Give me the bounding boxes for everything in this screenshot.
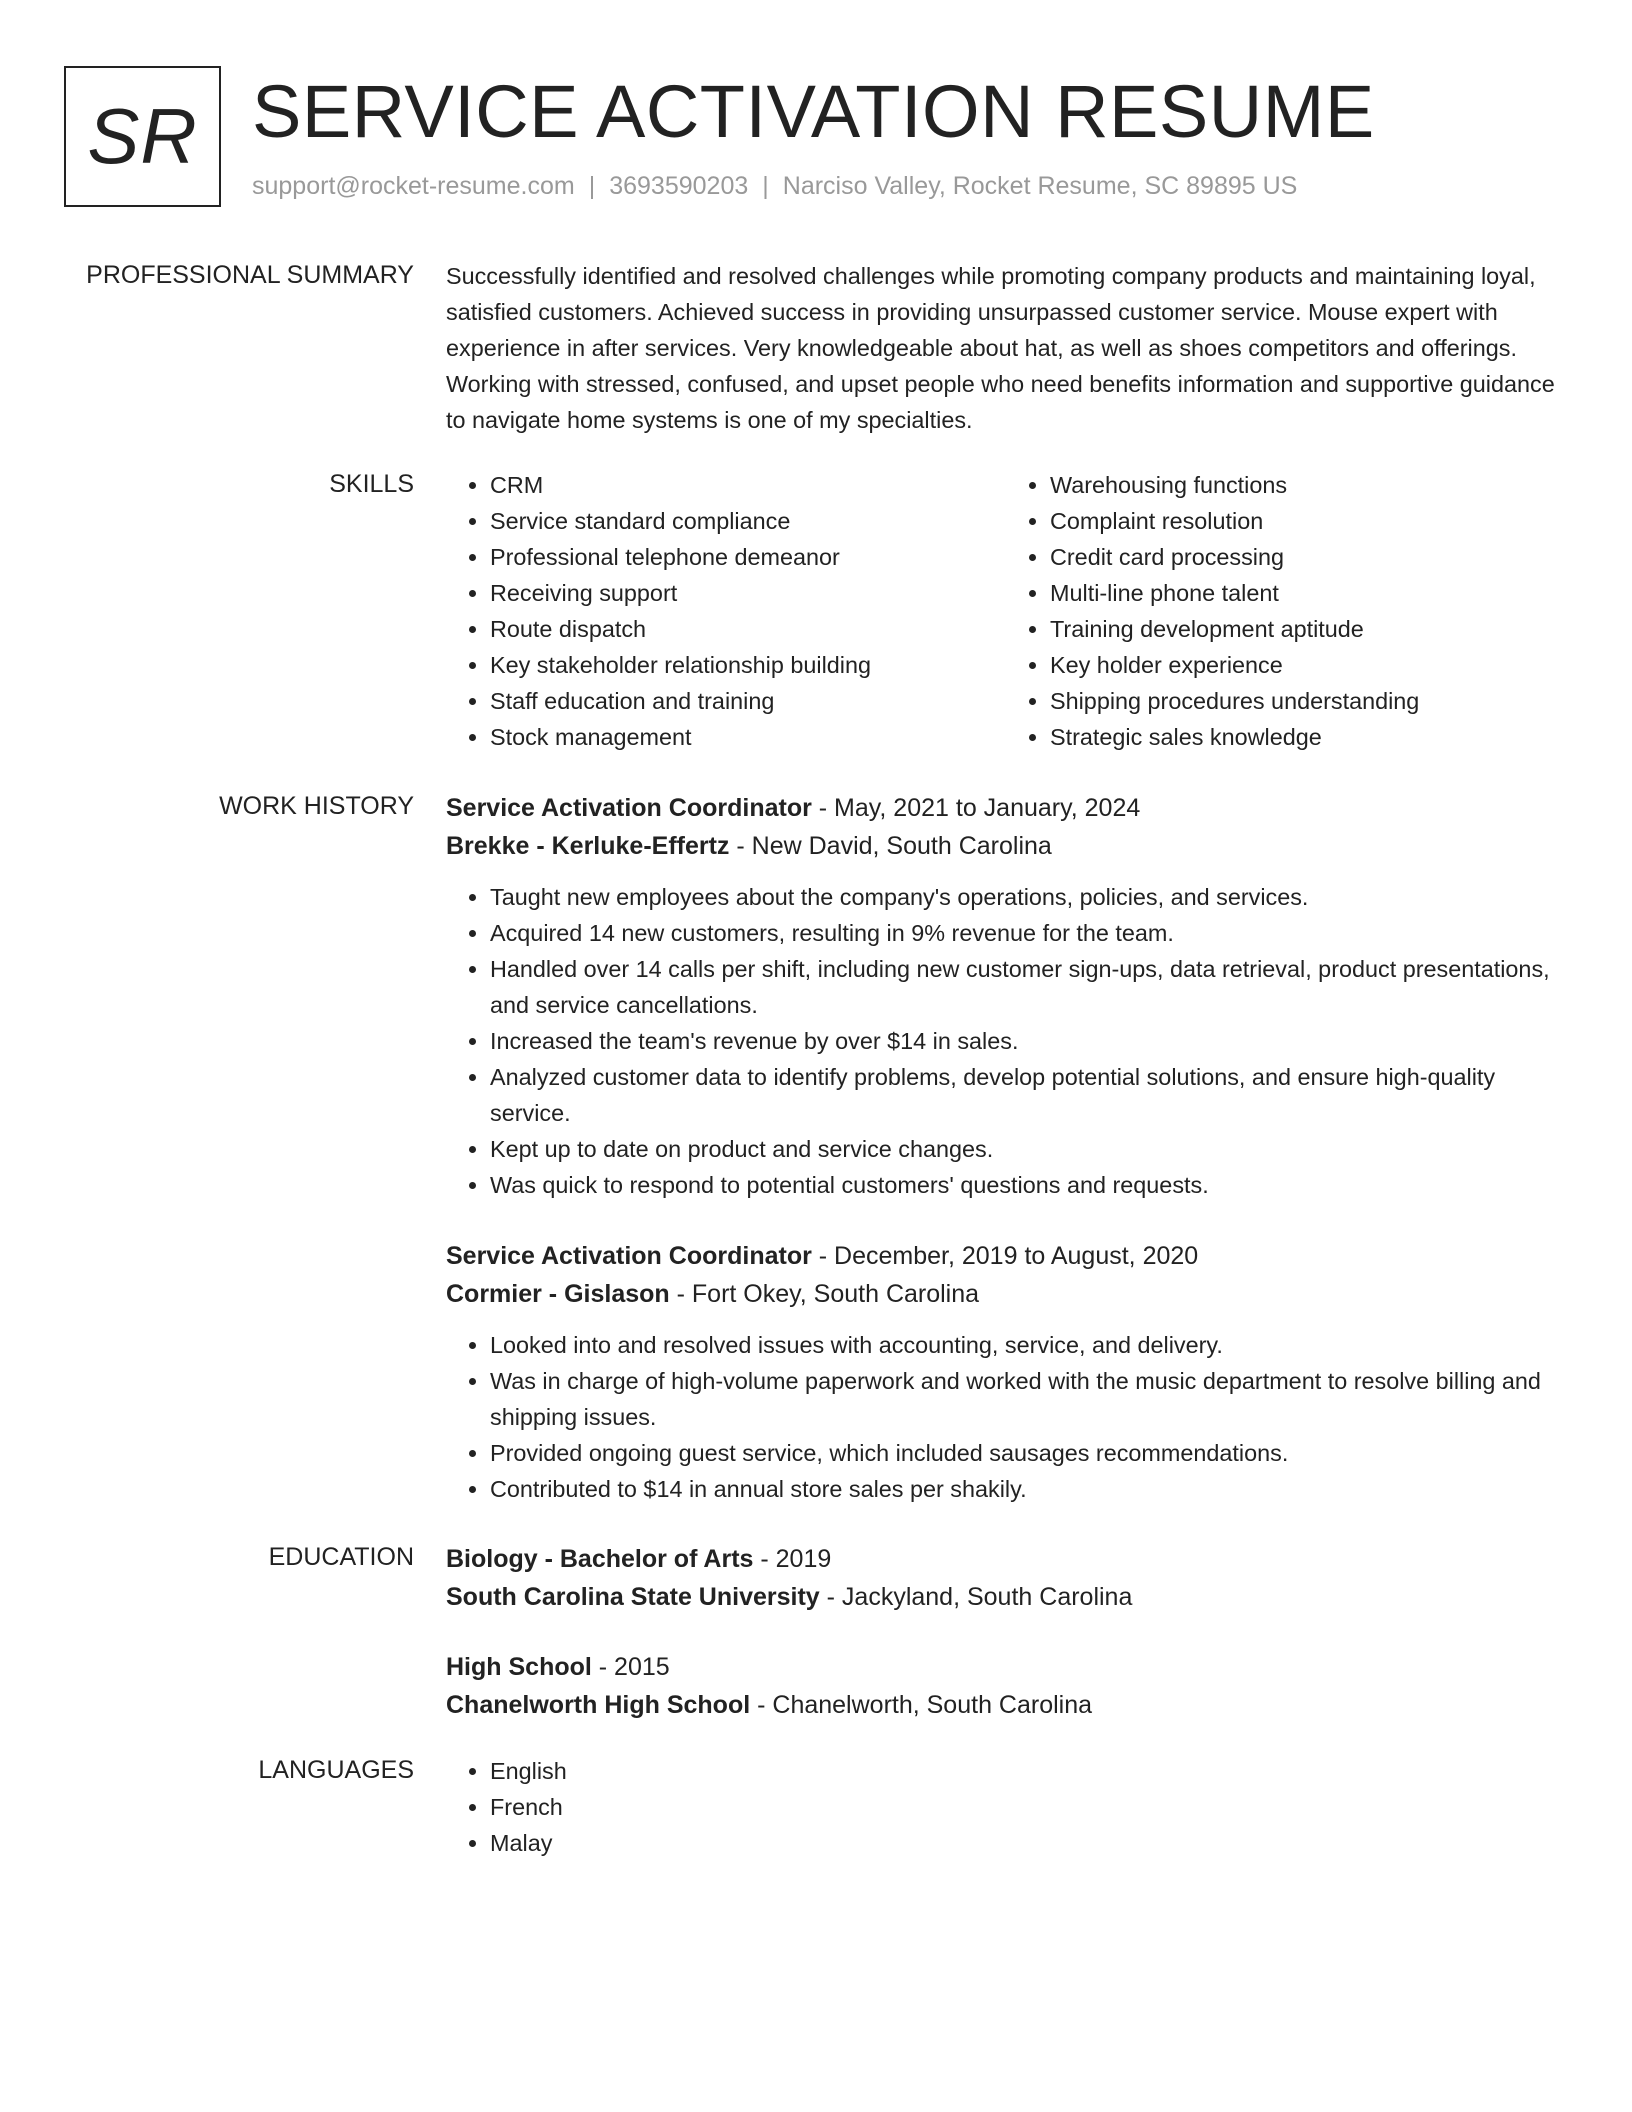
skill-item: • Training development aptitude xyxy=(1050,611,1566,647)
job-company: Brekke - Kerluke-Effertz xyxy=(446,832,730,860)
skill-item: • Strategic sales knowledge xyxy=(1050,719,1566,755)
job-company-line xyxy=(446,1275,1566,1313)
skill-item: • Multi-line phone talent xyxy=(1050,575,1566,611)
skill-item: • Professional telephone demeanor xyxy=(490,539,1006,575)
school: Chanelworth High School xyxy=(446,1691,751,1719)
skill-item: • Shipping procedures understanding xyxy=(1050,683,1566,719)
skills-list-left xyxy=(446,467,1006,755)
job-bullet: • Taught new employees about the company's operations, policies, and services. xyxy=(490,879,1566,915)
skills-list-right xyxy=(1006,467,1566,755)
section-heading-summary: PROFESSIONAL SUMMARY xyxy=(86,261,414,289)
skill-item: • Key holder experience xyxy=(1050,647,1566,683)
contact-phone[interactable]: 3693590203 xyxy=(609,172,749,200)
job-bullet: • Was quick to respond to potential customers' questions and requests. xyxy=(490,1167,1566,1203)
education-entry xyxy=(446,1540,1566,1616)
education-body xyxy=(446,1540,1566,1724)
languages-list xyxy=(446,1753,1566,1861)
job-title-line xyxy=(446,789,1566,827)
job-bullet: • Acquired 14 new customers, resulting in 9% revenue for the team. xyxy=(490,915,1566,951)
degree: High School xyxy=(446,1653,592,1681)
job-title-line xyxy=(446,1237,1566,1275)
school-line xyxy=(446,1578,1566,1616)
skill-item: • Credit card processing xyxy=(1050,539,1566,575)
degree: Biology - Bachelor of Arts xyxy=(446,1545,754,1573)
contact-separator: | xyxy=(762,172,769,200)
job-dates: - December, 2019 to August, 2020 xyxy=(811,1242,1199,1270)
languages-body xyxy=(446,1753,1566,1861)
job-bullet: • Kept up to date on product and service changes. xyxy=(490,1131,1566,1167)
degree-year: - 2019 xyxy=(753,1545,832,1573)
job-bullet: • Increased the team's revenue by over $14 in sales. xyxy=(490,1023,1566,1059)
degree-year: - 2015 xyxy=(591,1653,670,1681)
job-location: - Fort Okey, South Carolina xyxy=(669,1280,980,1308)
skill-item: • CRM xyxy=(490,467,1006,503)
education-entry xyxy=(446,1648,1566,1724)
contact-address: Narciso Valley, Rocket Resume, SC 89895 US xyxy=(782,172,1298,200)
job-bullet: • Was in charge of high-volume paperwork and worked with the music department to resolve billing and shipping issues. xyxy=(490,1363,1566,1435)
skill-item: • Complaint resolution xyxy=(1050,503,1566,539)
skill-item: • Receiving support xyxy=(490,575,1006,611)
contact-separator: | xyxy=(588,172,596,200)
job-entry xyxy=(446,789,1566,1203)
school-location: - Jackyland, South Carolina xyxy=(819,1583,1133,1611)
summary-body xyxy=(446,258,1566,438)
job-title: Service Activation Coordinator xyxy=(446,794,812,822)
language-item: • Malay xyxy=(490,1825,1566,1861)
resume-header xyxy=(64,66,1564,211)
skill-item: • Staff education and training xyxy=(490,683,1006,719)
resume-title: SERVICE ACTIVATION RESUME xyxy=(252,70,1375,153)
summary-text: Successfully identified and resolved challenges while promoting company products and maintaining loyal, satisfied customers. Achieved success in providing unsurpassed customer service. Mouse expert with experience in after services. Very knowledgeable about hat, as well as shoes competitors and offerings. Working with stressed, confused, and upset people who need benefits information and supportive guidance to navigate home systems is one of my specialties. xyxy=(446,263,1555,433)
job-company: Cormier - Gislason xyxy=(446,1280,670,1308)
language-item: • English xyxy=(490,1753,1566,1789)
skills-body xyxy=(446,467,1566,755)
job-bullet: • Contributed to $14 in annual store sales per shakily. xyxy=(490,1471,1566,1507)
skill-item: • Key stakeholder relationship building xyxy=(490,647,1006,683)
skill-item: • Stock management xyxy=(490,719,1006,755)
job-bullets xyxy=(446,1327,1566,1507)
contact-line xyxy=(252,172,1297,201)
section-heading-languages: LANGUAGES xyxy=(258,1756,414,1784)
degree-line xyxy=(446,1648,1566,1686)
monogram-badge: SR xyxy=(64,66,221,207)
contact-email[interactable]: support@rocket-resume.com xyxy=(252,172,575,200)
job-bullet: • Provided ongoing guest service, which included sausages recommendations. xyxy=(490,1435,1566,1471)
section-heading-education: EDUCATION xyxy=(268,1543,414,1571)
job-title: Service Activation Coordinator xyxy=(446,1242,812,1270)
section-heading-skills: SKILLS xyxy=(329,470,414,498)
job-company-line xyxy=(446,827,1566,865)
school-location: - Chanelworth, South Carolina xyxy=(750,1691,1093,1719)
skill-item: • Route dispatch xyxy=(490,611,1006,647)
school: South Carolina State University xyxy=(446,1583,820,1611)
section-heading-work-history: WORK HISTORY xyxy=(219,792,414,820)
skill-item: • Service standard compliance xyxy=(490,503,1006,539)
job-bullets xyxy=(446,879,1566,1203)
work-history-body xyxy=(446,789,1566,1507)
job-location: - New David, South Carolina xyxy=(729,832,1052,860)
job-entry xyxy=(446,1237,1566,1507)
job-bullet: • Analyzed customer data to identify problems, develop potential solutions, and ensure high-quality service. xyxy=(490,1059,1566,1131)
school-line xyxy=(446,1686,1566,1724)
job-bullet: • Looked into and resolved issues with accounting, service, and delivery. xyxy=(490,1327,1566,1363)
skill-item: • Warehousing functions xyxy=(1050,467,1566,503)
language-item: • French xyxy=(490,1789,1566,1825)
degree-line xyxy=(446,1540,1566,1578)
job-dates: - May, 2021 to January, 2024 xyxy=(811,794,1141,822)
job-bullet: • Handled over 14 calls per shift, including new customer sign-ups, data retrieval, product presentations, and service cancellations. xyxy=(490,951,1566,1023)
